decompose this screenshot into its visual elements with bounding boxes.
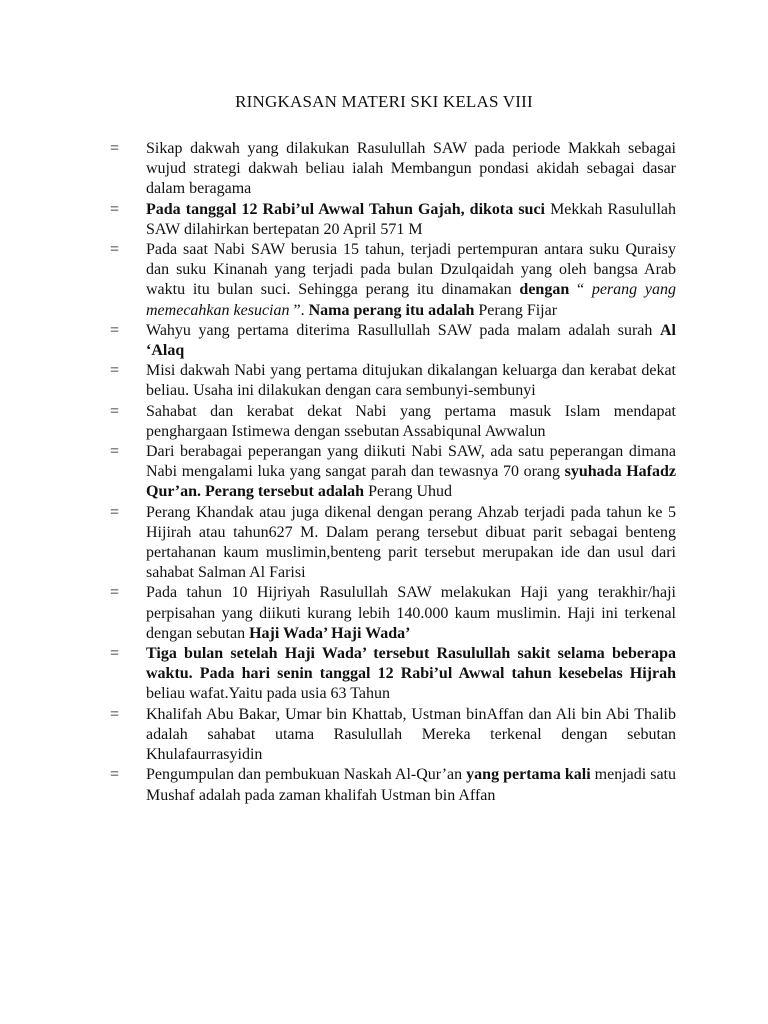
list-item-text: [146, 402, 676, 442]
list-marker: =: [110, 362, 120, 380]
text-segment: Khalifah Abu Bakar, Umar bin Khattab, Ustman binAffan dan Ali bin Abi Thalib adalah sahabat utama Rasulullah Mereka terkenal dengan sebutan Khulafaurrasyidin: [146, 705, 676, 764]
list-item-text: [146, 583, 676, 644]
summary-list: [110, 139, 676, 806]
text-segment: Pada tahun 10 Hijriyah Rasulullah SAW melakukan Haji yang terakhir/haji perpisahan yang diikuti kurang lebih 140.000 kaum muslimin. Haji ini terkenal dengan sebutan: [146, 584, 676, 642]
text-segment: Pada saat Nabi SAW berusia 15 tahun, terjadi pertempuran antara suku Quraisy dan suku Kinanah yang terjadi pada bulan Dzulqaidah yang oleh bangsa Arab waktu itu bulan suci. Sehingga perang itu dinamakan: [146, 241, 676, 299]
list-item-text: [146, 442, 676, 503]
list-item: [110, 200, 676, 240]
list-marker: =: [110, 705, 120, 723]
text-segment: syuhada Hafadz Qur’an. Perang tersebut adalah: [146, 463, 676, 501]
list-marker: =: [110, 140, 120, 157]
text-segment: ”.: [289, 301, 309, 319]
list-marker: =: [110, 766, 120, 784]
text-segment: beliau wafat.Yaitu pada usia 63 Tahun: [146, 685, 391, 703]
list-marker: =: [110, 241, 120, 259]
text-segment: Tiga bulan setelah Haji Wada’ tersebut Rasulullah sakit selama beberapa waktu. Pada hari senin tanggal 12 Rabi’ul Awwal tahun kesebelas Hijrah: [146, 645, 676, 683]
list-item: [110, 705, 676, 766]
text-segment: Perang Fijar: [474, 301, 558, 319]
list-item-text: [146, 240, 676, 321]
list-item-text: [146, 139, 676, 200]
text-segment: Dari berabagai peperangan yang diikuti Nabi SAW, ada satu peperangan dimana Nabi mengalami luka yang sangat parah dan tewasnya 70 orang: [146, 443, 676, 481]
text-segment: “: [569, 281, 592, 299]
text-segment: Pada tanggal 12 Rabi’ul Awwal Tahun Gajah, dikota suci: [146, 200, 545, 218]
text-segment: Sikap dakwah yang dilakukan Rasulullah SAW pada periode Makkah sebagai wujud strategi dakwah beliau ialah Membangun pondasi akidah sebagai dasar dalam beragama: [146, 140, 676, 198]
list-item: [110, 644, 676, 705]
list-item: [110, 442, 676, 503]
text-segment: menjadi satu Mushaf adalah pada zaman khalifah Ustman bin Affan: [146, 766, 677, 804]
list-item-text: [146, 321, 676, 361]
list-item-text: [146, 765, 676, 805]
page-title: RINGKASAN MATERI SKI KELAS VIII: [235, 92, 533, 111]
text-segment: Pengumpulan dan pembukuan Naskah Al-Qur’an: [146, 766, 467, 784]
list-item: [110, 139, 676, 200]
text-segment: Nama perang itu adalah: [308, 301, 475, 319]
text-segment: Sahabat dan kerabat dekat Nabi yang pertama masuk Islam mendapat penghargaan Istimewa dengan ssebutan Assabiqunal Awwalun: [146, 402, 676, 440]
text-segment: Perang Khandak atau juga dikenal dengan perang Ahzab terjadi pada tahun ke 5 Hijirah atau tahun627 M. Dalam perang tersebut dibuat parit sebagai benteng pertahanan kaum muslimin,benteng parit tersebut merupakan ide dan usul dari sahabat Salman Al Farisi: [146, 503, 676, 582]
text-segment: Al ‘Alaq: [146, 321, 676, 360]
list-marker: =: [110, 443, 120, 461]
list-item: [110, 503, 676, 584]
list-item-text: [146, 644, 676, 705]
text-segment: Wahyu yang pertama diterima Rasullullah SAW pada malam adalah surah: [146, 321, 660, 339]
list-marker: =: [110, 503, 120, 521]
list-item: [110, 321, 676, 361]
list-marker: =: [110, 200, 120, 218]
list-item-text: [146, 200, 676, 240]
list-item: [110, 240, 676, 321]
text-segment: Haji Wada’ Haji Wada’: [249, 624, 411, 642]
list-item: [110, 765, 676, 805]
text-segment: perang yang memecahkan kesucian: [146, 281, 676, 319]
list-item: [110, 402, 676, 442]
text-segment: yang pertama kali: [466, 766, 591, 784]
list-marker: =: [110, 584, 120, 602]
list-item-text: [146, 705, 676, 766]
text-segment: Mekkah Rasulullah SAW dilahirkan bertepatan 20 April 571 M: [146, 200, 676, 238]
list-item: [110, 583, 676, 644]
list-item: [110, 361, 676, 401]
list-item-text: [146, 503, 676, 584]
list-item-text: [146, 361, 676, 401]
text-segment: Perang Uhud: [364, 483, 453, 501]
text-segment: Misi dakwah Nabi yang pertama ditujukan dikalangan keluarga dan kerabat dekat beliau. Usaha ini dilakukan dengan cara sembunyi-sembunyi: [146, 362, 676, 400]
list-marker: =: [110, 402, 120, 420]
list-marker: =: [110, 321, 120, 339]
list-marker: =: [110, 645, 120, 663]
text-segment: dengan: [519, 281, 570, 299]
